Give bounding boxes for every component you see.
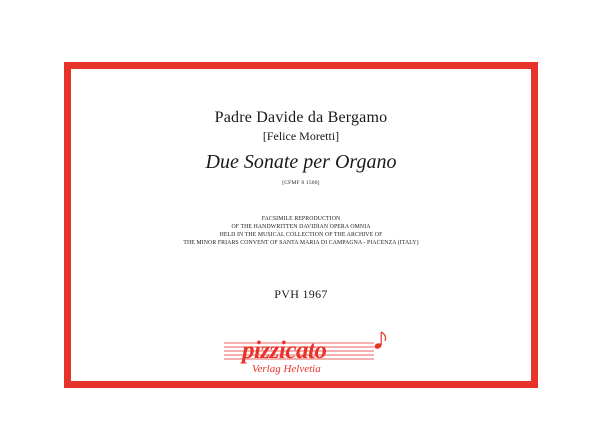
- catalog-number: [CFMF 8 1500]: [282, 180, 320, 186]
- description-line-4: THE MINOR FRIARS CONVENT OF SANTA MARIA DI CAMPAGNA - PIACENZA (ITALY): [183, 240, 419, 246]
- edition-number: PVH 1967: [274, 287, 328, 301]
- description-line-1: FACSIMILE REPRODUCTION: [261, 216, 341, 222]
- publisher-logo-text: pizzicato: [242, 337, 327, 364]
- cover-frame: [64, 62, 538, 388]
- publisher-logo: [224, 331, 394, 379]
- description-block: [71, 215, 531, 247]
- description-line-2: OF THE HANDWRITTEN DAVIDIAN OPERA OMNIA: [231, 224, 371, 230]
- composer-alias: [Felice Moretti]: [262, 129, 340, 143]
- work-title: Due Sonate per Organo: [205, 151, 397, 173]
- description-line-3: HELD IN THE MUSICAL COLLECTION OF THE ARCHIVE OF: [219, 232, 383, 238]
- publisher-subtitle: Verlag Helvetia: [252, 363, 321, 375]
- music-note-icon: [374, 331, 390, 351]
- composer-name: Padre Davide da Bergamo: [214, 109, 388, 126]
